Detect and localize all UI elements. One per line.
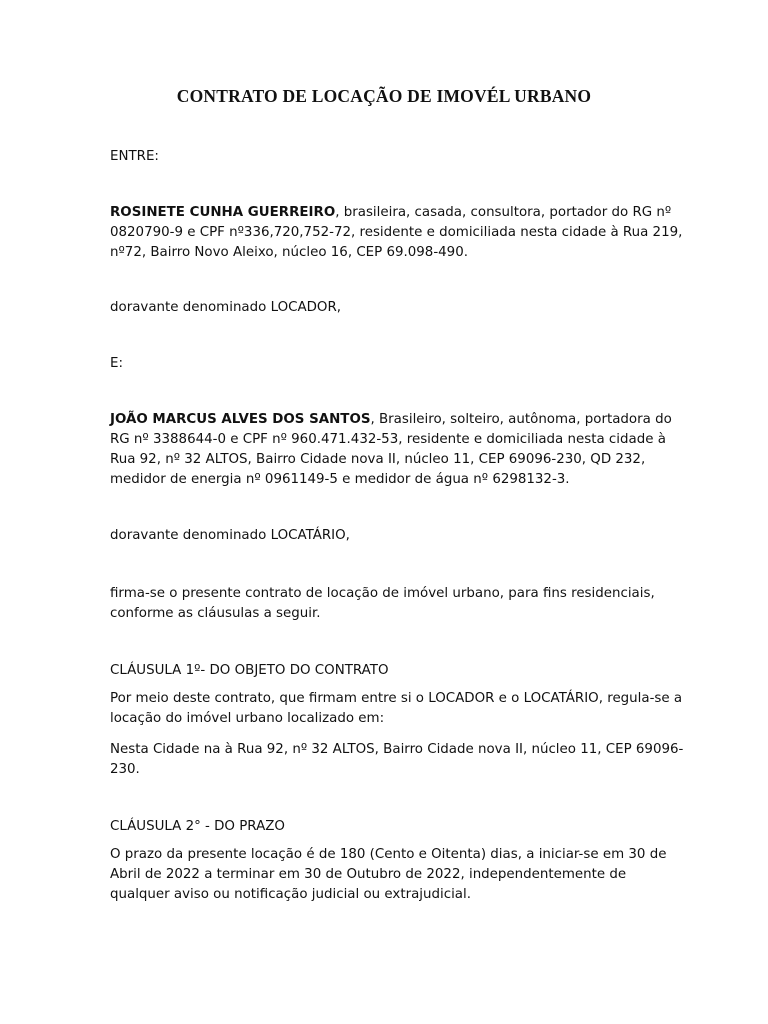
entre-label: ENTRE: (110, 149, 159, 164)
clausula2-paragraph-1: O prazo da presente locação é de 180 (Cento e Oitenta) dias, a iniciar-se em 30 de Abril de 2022 a terminar em 30 de Outubro de 2022, independentemente de qualquer aviso ou notificação judicial ou extrajudicial. (110, 847, 667, 902)
party2-name: JOÃO MARCUS ALVES DOS SANTOS (110, 412, 371, 427)
party1-paragraph (110, 203, 688, 263)
party2-paragraph (110, 410, 688, 490)
contract-title: CONTRATO DE LOCAÇÃO DE IMOVÉL URBANO (176, 86, 592, 106)
e-label: E: (110, 356, 123, 371)
clausula2-title: CLÁUSULA 2° - DO PRAZO (110, 819, 285, 834)
clausula1-paragraph-1: Por meio deste contrato, que firmam entre si o LOCADOR e o LOCATÁRIO, regula-se a locação do imóvel urbano localizado em: (110, 691, 683, 726)
locatario-line: doravante denominado LOCATÁRIO, (110, 528, 350, 543)
locador-line: doravante denominado LOCADOR, (110, 300, 342, 315)
party1-name: ROSINETE CUNHA GUERREIRO (110, 205, 336, 220)
firma-paragraph: firma-se o presente contrato de locação de imóvel urbano, para fins residenciais, conforme as cláusulas a seguir. (110, 586, 655, 621)
party1-details: , brasileira, casada, consultora, portador do RG nº 0820790-9 e CPF nº336,720,752-72, residente e domiciliada nesta cidade à Rua 219, nº72, Bairro Novo Aleixo, núcleo 16, CEP 69.098-490. (110, 205, 683, 260)
clausula1-title: CLÁUSULA 1º- DO OBJETO DO CONTRATO (110, 663, 389, 678)
party2-details: , Brasileiro, solteiro, autônoma, portadora do RG nº 3388644-0 e CPF nº 960.471.432-53, residente e domiciliada nesta cidade à Rua 92, nº 32 ALTOS, Bairro Cidade nova II, núcleo 11, CEP 69096-230, QD 232, medidor de energia nº 0961149-5 e medidor de água nº 6298132-3. (110, 412, 672, 487)
clausula1-paragraph-2: Nesta Cidade na à Rua 92, nº 32 ALTOS, Bairro Cidade nova II, núcleo 11, CEP 69096-230. (110, 742, 684, 777)
